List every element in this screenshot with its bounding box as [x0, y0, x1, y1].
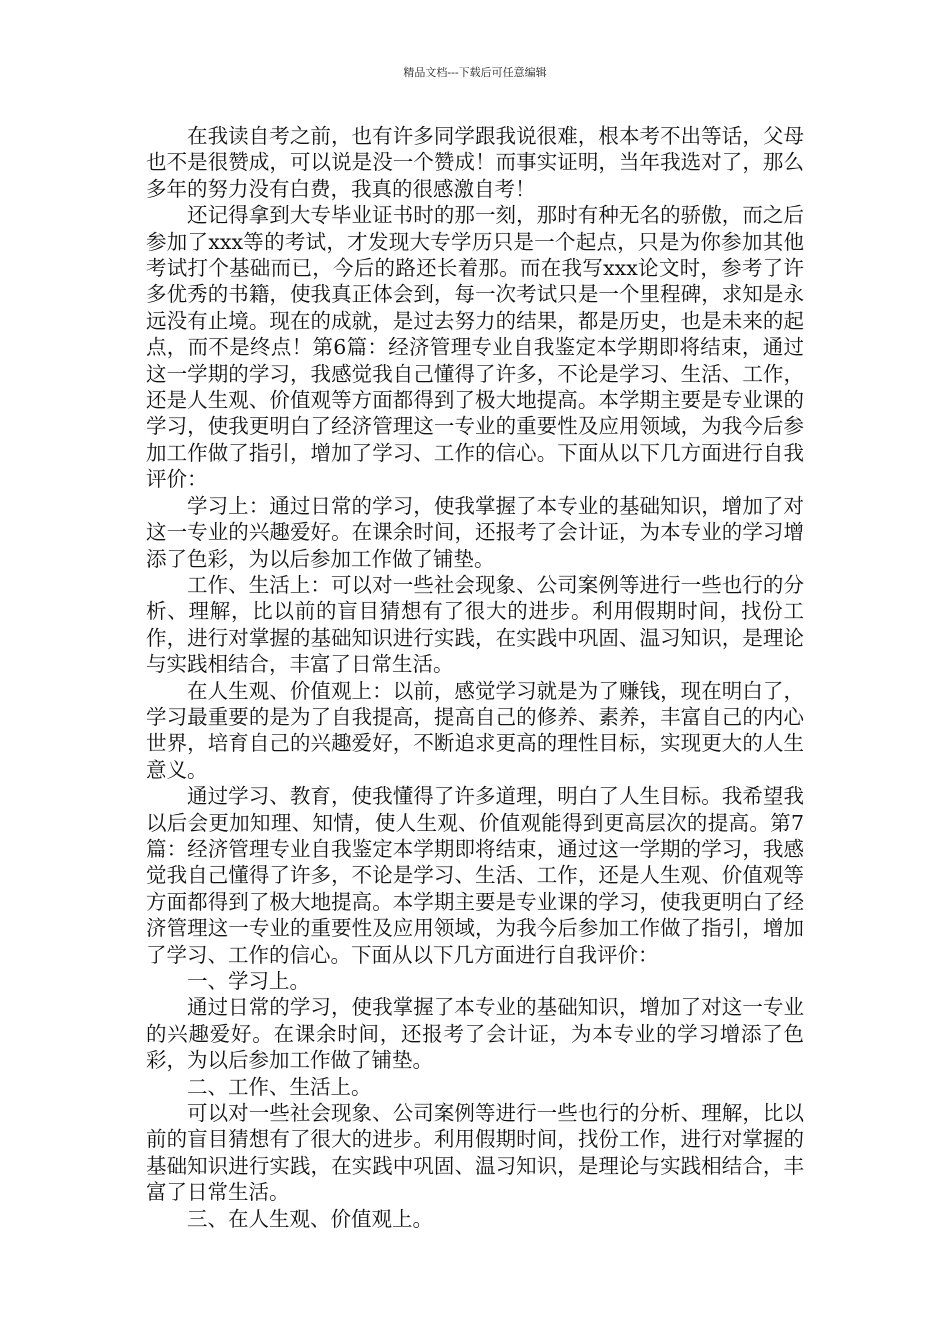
paragraph: 可以对一些社会现象、公司案例等进行一些也行的分析、理解，比以前的盲目猜想有了很大的进步。利用假期时间，找份工作，进行对掌握的基础知识进行实践，在实践中巩固、温习知识，是理论与实践相结合，丰富了日常生活。 [146, 1101, 804, 1205]
paragraph: 通过学习、教育，使我懂得了许多道理，明白了人生目标。我希望我以后会更加知理、知情，使人生观、价值观能得到更高层次的提高。第7篇：经济管理专业自我鉴定本学期即将结束，通过这一学期的学习，我感觉我自己懂得了许多，不论是学习、生活、工作，还是人生观、价值观等方面都得到了极大地提高。本学期主要是专业课的学习，使我更明白了经济管理这一专业的重要性及应用领域，为我今后参加工作做了指引，增加了学习、工作的信心。下面从以下几方面进行自我评价： [146, 784, 804, 967]
paragraph: 工作、生活上：可以对一些社会现象、公司案例等进行一些也行的分析、理解，比以前的盲目猜想有了很大的进步。利用假期时间，找份工作，进行对掌握的基础知识进行实践，在实践中巩固、温习知识，是理论与实践相结合，丰富了日常生活。 [146, 572, 804, 677]
page-header: 精品文档---下载后可任意编辑 [403, 66, 547, 79]
paragraph: 在人生观、价值观上：以前，感觉学习就是为了赚钱，现在明白了，学习最重要的是为了自我提高，提高自己的修养、素养，丰富自己的内心世界，培育自己的兴趣爱好，不断追求更高的理性目标，实现更大的人生意义。 [146, 678, 804, 782]
section-heading: 二、工作、生活上。 [187, 1074, 372, 1099]
document-body [146, 123, 804, 1232]
paragraph: 学习上：通过日常的学习，使我掌握了本专业的基础知识，增加了对这一专业的兴趣爱好。在课余时间，还报考了会计证，为本专业的学习增添了色彩，为以后参加工作做了铺垫。 [146, 493, 804, 571]
paragraph: 通过日常的学习，使我掌握了本专业的基础知识，增加了对这一专业的兴趣爱好。在课余时间，还报考了会计证，为本专业的学习增添了色彩，为以后参加工作做了铺垫。 [146, 995, 804, 1073]
section-heading: 三、在人生观、价值观上。 [187, 1206, 433, 1231]
paragraph: 还记得拿到大专毕业证书时的那一刻，那时有种无名的骄傲，而之后参加了xxx等的考试，才发现大专学历只是一个起点，只是为你参加其他考试打个基础而已，今后的路还长着那。而在我写xxx论文时，参考了许多优秀的书籍，使我真正体会到，每一次考试只是一个里程碑，求知是永远没有止境。现在的成就，是过去努力的结果，都是历史，也是未来的起点，而不是终点！第6篇：经济管理专业自我鉴定本学期即将结束，通过这一学期的学习，我感觉我自己懂得了许多，不论是学习、生活、工作，还是人生观、价值观等方面都得到了极大地提高。本学期主要是专业课的学习，使我更明白了经济管理这一专业的重要性及应用领域，为我今后参加工作做了指引，增加了学习、工作的信心。下面从以下几方面进行自我评价： [146, 203, 804, 492]
section-heading: 一、学习上。 [187, 969, 310, 993]
paragraph: 在我读自考之前，也有许多同学跟我说很难，根本考不出等话，父母也不是很赞成，可以说是没一个赞成！而事实证明，当年我选对了，那么多年的努力没有白费，我真的很感激自考！ [146, 124, 804, 201]
